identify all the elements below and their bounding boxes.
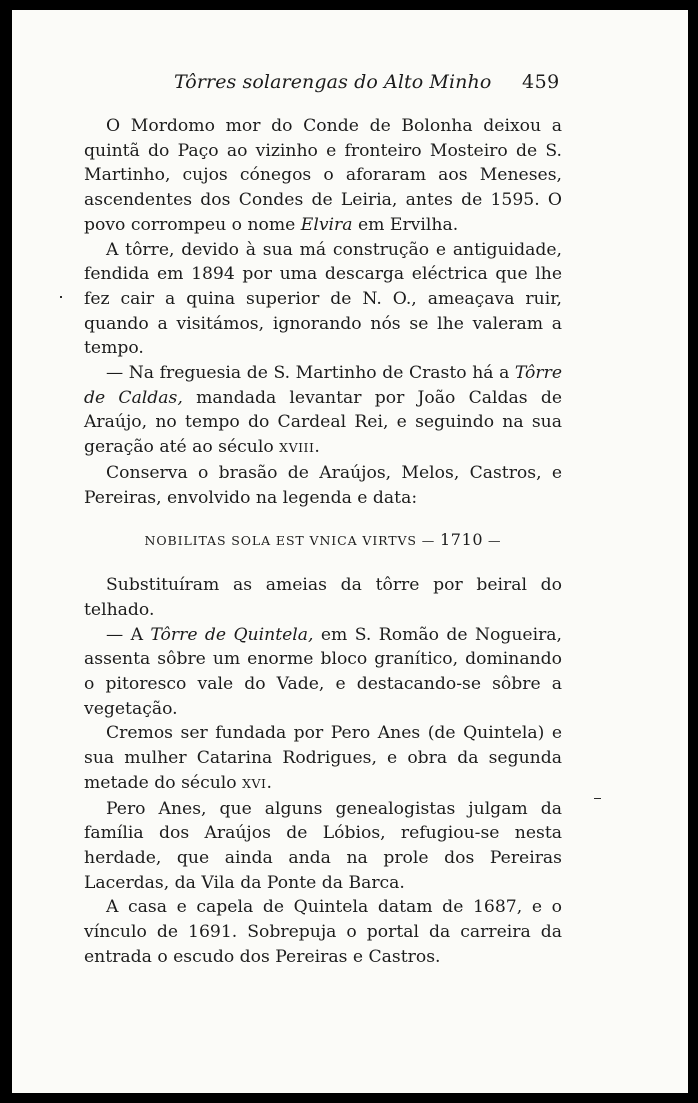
paragraph-text: Cremos ser fundada por Pero Anes (de Quintela) e sua mulher Catarina Rodrigues, e obra da segunda metade do século xyxy=(84,723,562,793)
paragraphs-after-motto xyxy=(84,573,562,969)
italic-phrase: Tôrre de Quintela, xyxy=(150,624,314,645)
paragraph xyxy=(84,623,562,722)
motto-text: NOBILITAS SOLA EST VNICA VIRTVS — xyxy=(144,533,436,549)
paragraph-text: XVIII xyxy=(279,440,315,456)
paragraph xyxy=(84,797,562,896)
page-number: 459 xyxy=(522,71,560,93)
paragraph-text: — A xyxy=(106,624,151,645)
motto-dash: — xyxy=(488,533,502,549)
paragraph xyxy=(84,573,562,622)
motto-inscription xyxy=(84,528,562,553)
motto-year: 1710 xyxy=(440,530,484,550)
paragraphs-before-motto xyxy=(84,114,562,510)
italic-phrase: Elvira xyxy=(300,214,353,235)
paragraph-text: A tôrre, devido à sua má construção e antiguidade, fendida em 1894 por uma descarga eléctrica que lhe fez cair a quina superior de N. O., ameaçava ruir, quando a visitámos, ignorando nós se lhe valeram a tempo. xyxy=(84,239,562,359)
paragraph-text: mandada levantar por João Caldas de Araújo, no tempo do Cardeal Rei, e seguindo na sua geração até ao século xyxy=(84,387,562,458)
paragraph xyxy=(84,238,562,362)
paragraph-text: — Na freguesia de S. Martinho de Crasto há a xyxy=(106,363,515,384)
paragraph-text: Conserva o brasão de Araújos, Melos, Castros, e Pereiras, envolvido na legenda e data: xyxy=(84,462,562,508)
page-header xyxy=(12,71,688,97)
paragraph-text: O Mordomo mor do Conde de Bolonha deixou a quintã do Paço ao vizinho e fronteiro Mosteiro de S. Martinho, cujos cónegos o aforaram aos Meneses, ascendentes dos Condes de Leiria, antes de 1595. O povo corrompeu o nome xyxy=(84,116,562,235)
paragraph xyxy=(84,461,562,510)
book-page xyxy=(12,10,688,1093)
paragraph xyxy=(84,361,562,461)
body-text xyxy=(84,114,562,970)
paragraph-text: Substituíram as ameias da tôrre por beiral do telhado. xyxy=(84,575,562,620)
paragraph-text: XVI xyxy=(242,775,267,791)
paragraph-text: A casa e capela de Quintela datam de 1687, e o vínculo de 1691. Sobrepuja o portal da carreira da entrada o escudo dos Pereiras e Castros. xyxy=(84,897,562,967)
running-title: Tôrres solarengas do Alto Minho xyxy=(174,71,492,93)
paragraph xyxy=(84,895,562,969)
paragraph-text: em S. Romão de Nogueira, assenta sôbre um enorme bloco granítico, dominando o pitoresco vale do Vade, e destacando-se sôbre a vegetação. xyxy=(84,624,562,719)
paragraph xyxy=(84,114,562,238)
paragraph-text: . xyxy=(266,772,272,793)
paragraph-text: em Ervilha. xyxy=(352,214,459,235)
paragraph-text: . xyxy=(314,437,320,458)
paragraph-text: Pero Anes, que alguns genealogistas julgam da família dos Araújos de Lóbios, refugiou-se nesta herdade, que ainda anda na prole dos Pereiras Lacerdas, da Vila da Ponte da Barca. xyxy=(84,798,562,893)
italic-phrase: Tôrre de Caldas, xyxy=(84,363,562,408)
margin-mark xyxy=(60,296,62,298)
margin-mark xyxy=(594,798,601,799)
paragraph xyxy=(84,721,562,796)
